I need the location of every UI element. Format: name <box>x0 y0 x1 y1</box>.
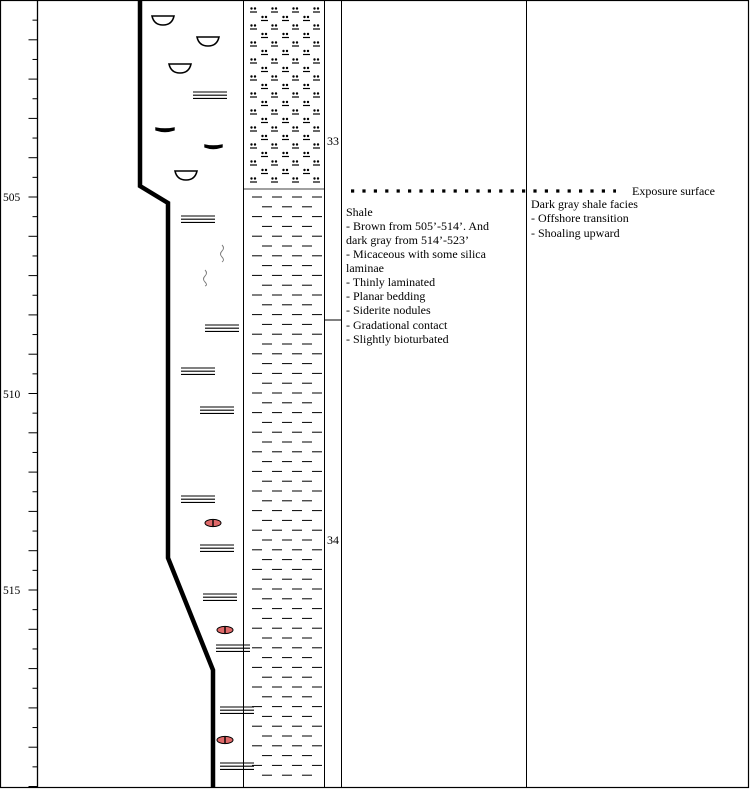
sandstone-grain-mark <box>250 41 257 46</box>
lamination-icon <box>193 92 227 98</box>
facies-line: - Offshore transition <box>531 211 629 225</box>
sandstone-grain-mark <box>250 160 257 165</box>
description-line: Shale <box>346 205 373 219</box>
sandstone-grain-mark <box>303 67 310 72</box>
sandstone-grain-mark <box>303 118 310 123</box>
sandstone-grain-mark <box>261 135 268 140</box>
description-line: - Brown from 505’-514’. And <box>346 219 489 233</box>
shale-pattern <box>252 197 322 775</box>
sandstone-grain-mark <box>313 41 320 46</box>
sandstone-grain-mark <box>261 50 268 55</box>
lamination-icon <box>181 368 215 374</box>
exposure-surface-label: Exposure surface <box>632 184 715 198</box>
shell-icon <box>169 64 191 73</box>
sandstone-grain-mark <box>313 75 320 80</box>
sandstone-grain-mark <box>250 7 257 12</box>
depth-ticks <box>29 20 38 786</box>
sandstone-grain-mark <box>282 152 289 157</box>
sandstone-grain-mark <box>303 84 310 89</box>
sandstone-grain-mark <box>261 16 268 21</box>
shell-icon <box>205 145 222 149</box>
sandstone-grain-mark <box>282 16 289 21</box>
shell-icon <box>152 16 174 25</box>
sandstone-grain-mark <box>313 143 320 148</box>
sandstone-grain-mark <box>271 109 278 114</box>
sandstone-grain-mark <box>282 84 289 89</box>
sandstone-grain-mark <box>303 169 310 174</box>
depth-label: 510 <box>3 389 21 401</box>
sandstone-grain-mark <box>282 169 289 174</box>
sandstone-grain-mark <box>313 24 320 29</box>
shell-icon <box>175 171 197 180</box>
sandstone-grain-mark <box>250 177 257 182</box>
sandstone-grain-mark <box>313 160 320 165</box>
depth-label: 515 <box>3 585 21 597</box>
shell-icon <box>197 37 219 46</box>
siderite-nodule-icon <box>217 626 233 633</box>
depth-label: 505 <box>3 192 21 204</box>
sandstone-grain-mark <box>271 177 278 182</box>
sandstone-grain-mark <box>313 92 320 97</box>
sandstone-grain-mark <box>261 84 268 89</box>
siderite-nodule-icon <box>205 519 221 526</box>
sandstone-grain-mark <box>313 109 320 114</box>
sandstone-grain-mark <box>292 41 299 46</box>
sandstone-grain-mark <box>271 24 278 29</box>
sandstone-grain-mark <box>282 67 289 72</box>
sandstone-grain-mark <box>303 101 310 106</box>
sandstone-grain-mark <box>250 24 257 29</box>
facies-interpretation <box>531 197 638 240</box>
sandstone-grain-mark <box>261 33 268 38</box>
description-line: - Siderite nodules <box>346 303 431 317</box>
siderite-nodule-icon <box>217 736 233 743</box>
sandstone-grain-mark <box>261 118 268 123</box>
sandstone-grain-mark <box>292 109 299 114</box>
sandstone-grain-mark <box>282 101 289 106</box>
description-line: - Planar bedding <box>346 289 426 303</box>
shell-icon <box>156 128 174 132</box>
description-line: - Slightly bioturbated <box>346 332 449 346</box>
lamination-icon <box>200 407 234 413</box>
sandstone-grain-mark <box>250 75 257 80</box>
grain-size-profile <box>140 0 213 788</box>
sandstone-grain-mark <box>271 41 278 46</box>
sandstone-grain-mark <box>271 75 278 80</box>
sandstone-pattern <box>250 7 320 182</box>
sandstone-grain-mark <box>313 7 320 12</box>
sandstone-grain-mark <box>303 135 310 140</box>
lamination-icon <box>200 545 234 551</box>
bioturbation-icon <box>204 270 207 286</box>
sandstone-grain-mark <box>271 7 278 12</box>
sandstone-grain-mark <box>250 109 257 114</box>
lamination-icon <box>203 594 237 600</box>
sandstone-grain-mark <box>292 58 299 63</box>
sandstone-grain-mark <box>292 177 299 182</box>
sandstone-grain-mark <box>282 50 289 55</box>
sandstone-grain-mark <box>271 143 278 148</box>
sandstone-grain-mark <box>313 58 320 63</box>
description-line: dark gray from 514’-523’ <box>346 233 469 247</box>
sandstone-grain-mark <box>292 160 299 165</box>
facies-line: - Shoaling upward <box>531 226 620 240</box>
sandstone-grain-mark <box>271 126 278 131</box>
sandstone-grain-mark <box>303 16 310 21</box>
sample-number: 34 <box>327 533 339 547</box>
bioturbation-icon <box>221 245 224 262</box>
sandstone-grain-mark <box>282 118 289 123</box>
sandstone-grain-mark <box>282 135 289 140</box>
sandstone-grain-mark <box>303 152 310 157</box>
sandstone-grain-mark <box>250 58 257 63</box>
lamination-icon <box>216 645 250 651</box>
log-frame <box>1 1 749 788</box>
lamination-icon <box>220 707 254 713</box>
lithology-description <box>346 205 489 346</box>
sandstone-grain-mark <box>292 24 299 29</box>
description-line: - Micaceous with some silica <box>346 247 486 261</box>
sandstone-grain-mark <box>261 67 268 72</box>
sandstone-grain-mark <box>250 126 257 131</box>
sandstone-grain-mark <box>261 101 268 106</box>
sandstone-grain-mark <box>271 160 278 165</box>
sandstone-grain-mark <box>250 143 257 148</box>
sandstone-grain-mark <box>292 143 299 148</box>
sandstone-grain-mark <box>292 75 299 80</box>
sandstone-grain-mark <box>271 58 278 63</box>
sandstone-grain-mark <box>292 126 299 131</box>
sandstone-grain-mark <box>313 177 320 182</box>
sandstone-grain-mark <box>271 92 278 97</box>
sandstone-grain-mark <box>261 152 268 157</box>
lamination-icon <box>181 216 215 222</box>
sandstone-grain-mark <box>313 126 320 131</box>
sandstone-grain-mark <box>261 169 268 174</box>
sandstone-grain-mark <box>292 7 299 12</box>
lamination-icon <box>181 496 215 502</box>
sandstone-grain-mark <box>303 50 310 55</box>
description-line: - Gradational contact <box>346 318 448 332</box>
sandstone-grain-mark <box>282 33 289 38</box>
sample-number: 33 <box>327 134 339 148</box>
description-line: - Thinly laminated <box>346 275 436 289</box>
sandstone-grain-mark <box>250 92 257 97</box>
sandstone-grain-mark <box>292 92 299 97</box>
lamination-icon <box>220 763 254 769</box>
facies-line: Dark gray shale facies <box>531 197 638 211</box>
description-line: laminae <box>346 261 384 275</box>
lamination-icon <box>205 325 239 331</box>
sandstone-grain-mark <box>303 33 310 38</box>
